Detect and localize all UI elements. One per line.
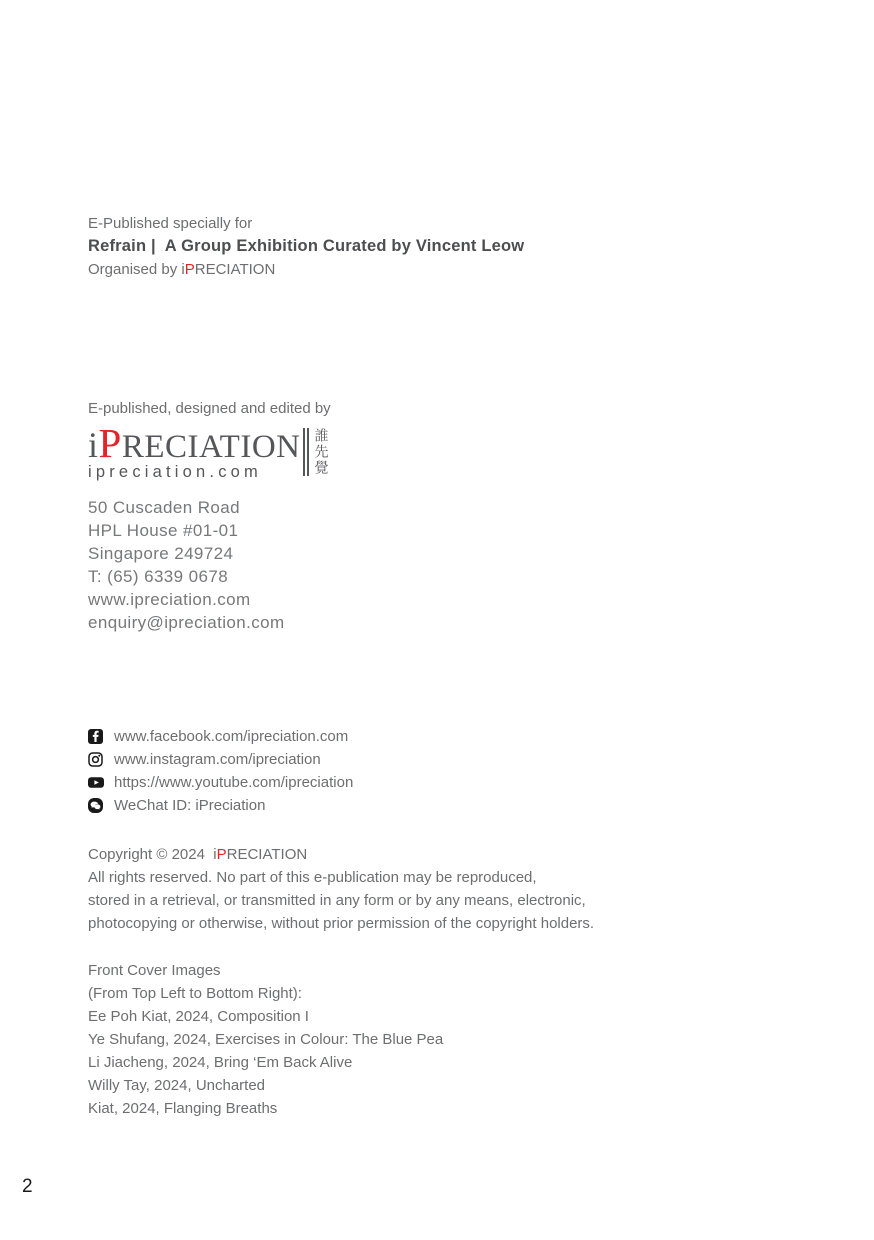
ipreciation-logo bbox=[88, 420, 330, 482]
rights-line-1: All rights reserved. No part of this e-publication may be reproduced, bbox=[88, 869, 537, 886]
logo-main-text bbox=[88, 420, 301, 466]
website-link[interactable]: www.ipreciation.com bbox=[88, 590, 251, 609]
copyright-brand-rest: RECIATION bbox=[226, 846, 308, 863]
copyright-block bbox=[88, 843, 594, 935]
intro-block bbox=[88, 212, 524, 281]
social-row-wechat bbox=[88, 794, 353, 817]
logo-letter-i: i bbox=[88, 425, 99, 465]
front-cover-item-3: Li Jiacheng, 2024, Bring ‘Em Back Alive bbox=[88, 1054, 353, 1071]
page-number: 2 bbox=[22, 1176, 33, 1197]
rights-line-2: stored in a retrieval, or transmitted in any form or by any means, electronic, bbox=[88, 892, 586, 909]
organised-by-line bbox=[88, 258, 524, 281]
email-link[interactable]: enquiry@ipreciation.com bbox=[88, 613, 285, 632]
instagram-icon bbox=[88, 752, 104, 768]
published-for-line: E-Published specially for bbox=[88, 215, 253, 232]
youtube-link[interactable]: https://www.youtube.com/ipreciation bbox=[114, 774, 354, 791]
front-cover-heading: Front Cover Images bbox=[88, 962, 221, 979]
wechat-icon bbox=[88, 798, 104, 814]
logo-chinese-characters: 誰先覺 bbox=[313, 428, 330, 476]
wechat-id-text: WeChat ID: iPreciation bbox=[114, 797, 266, 814]
instagram-link[interactable]: www.instagram.com/ipreciation bbox=[114, 751, 321, 768]
social-row-youtube bbox=[88, 771, 353, 794]
contact-block bbox=[88, 496, 285, 634]
social-links-block bbox=[88, 725, 353, 817]
front-cover-item-1: Ee Poh Kiat, 2024, Composition I bbox=[88, 1008, 309, 1025]
logo-domain-text: ipreciation.com bbox=[88, 463, 262, 481]
brand-letter-i: i bbox=[181, 261, 185, 278]
phone-line: T: (65) 6339 0678 bbox=[88, 567, 229, 586]
copyright-line bbox=[88, 843, 594, 866]
front-cover-block bbox=[88, 959, 443, 1120]
organised-by-prefix: Organised by bbox=[88, 261, 182, 278]
exhibition-title: Refrain | A Group Exhibition Curated by Vincent Leow bbox=[88, 237, 525, 255]
copyright-brand-p: P bbox=[216, 846, 227, 863]
address-line-3: Singapore 249724 bbox=[88, 544, 234, 563]
logo-wordmark bbox=[88, 420, 301, 482]
front-cover-item-5: Kiat, 2024, Flanging Breaths bbox=[88, 1100, 278, 1117]
address-line-1: 50 Cuscaden Road bbox=[88, 498, 240, 517]
logo-letters-rest: RECIATION bbox=[121, 429, 301, 465]
social-row-facebook bbox=[88, 725, 353, 748]
front-cover-item-4: Willy Tay, 2024, Uncharted bbox=[88, 1077, 266, 1094]
front-cover-subheading: (From Top Left to Bottom Right): bbox=[88, 985, 302, 1002]
facebook-icon bbox=[88, 729, 104, 745]
youtube-icon bbox=[88, 775, 104, 791]
address-line-2: HPL House #01-01 bbox=[88, 521, 239, 540]
social-row-instagram bbox=[88, 748, 353, 771]
copyright-prefix: Copyright © 2024 i bbox=[88, 846, 217, 863]
front-cover-item-2: Ye Shufang, 2024, Exercises in Colour: The Blue Pea bbox=[88, 1031, 444, 1048]
brand-letter-p: P bbox=[184, 261, 195, 278]
credits-line: E-published, designed and edited by bbox=[88, 400, 331, 417]
facebook-link[interactable]: www.facebook.com/ipreciation.com bbox=[114, 728, 349, 745]
brand-letters-rest: RECIATION bbox=[194, 261, 276, 278]
rights-line-3: photocopying or otherwise, without prior permission of the copyright holders. bbox=[88, 915, 595, 932]
logo-letter-p: P bbox=[98, 420, 122, 466]
logo-double-bar bbox=[303, 428, 309, 476]
